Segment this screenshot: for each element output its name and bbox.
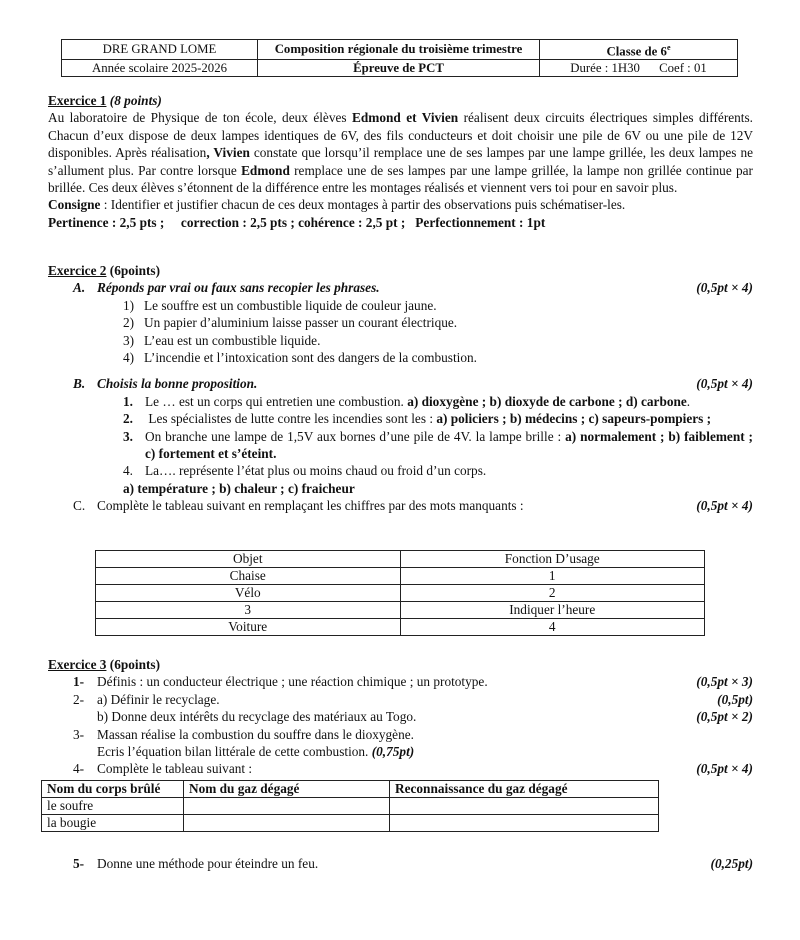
answer-cell[interactable] (184, 798, 390, 815)
exercise-3-heading: Exercice 3 (6points) (48, 657, 161, 672)
header-class: Classe de 6e (540, 40, 738, 60)
header-duration-coef: Durée : 1H30 Coef : 01 (540, 60, 738, 77)
part-c-heading: C. Complète le tableau suivant en remplaçant les chiffres par des mots manquants : (0,5pt × 4) (73, 498, 753, 514)
question-2a: 2- a) Définir le recyclage. (0,5pt) (73, 691, 753, 707)
part-b-heading: B. Choisis la bonne proposition. (0,5pt × 4) (73, 376, 753, 392)
list-item: 3) L’eau est un combustible liquide. (123, 332, 321, 348)
header-school-year: Année scolaire 2025-2026 (62, 60, 258, 77)
part-b-question-3: 3. On branche une lampe de 1,5V aux bornes d’une pile de 4V. la lampe brille : a) normalement ; b) faiblement ; c) fortement et s’éteint. (123, 428, 753, 462)
question-3: 3- Massan réalise la combustion du souffre dans le dioxygène. (73, 726, 414, 742)
part-b-question-1: 1. Le … est un corps qui entretien une combustion. a) dioxygène ; b) dioxyde de carbone ; d) carbone. (123, 393, 691, 409)
question-4: 4- Complète le tableau suivant : (0,5pt × 4) (73, 761, 753, 777)
part-a-list (48, 297, 753, 367)
table-row: Nom du corps brûlé Nom du gaz dégagé Reconnaissance du gaz dégagé (42, 781, 659, 798)
exercise-3 (48, 656, 753, 778)
table-row: Chaise 1 (96, 568, 705, 585)
table-row: Voiture 4 (96, 619, 705, 636)
exercise-1-heading: Exercice 1 (8 points) (48, 93, 162, 108)
table-row: Vélo 2 (96, 585, 705, 602)
part-a-heading: A. Réponds par vrai ou faux sans recopier les phrases. (0,5pt × 4) (73, 280, 753, 296)
header-table (61, 39, 738, 77)
answer-cell[interactable] (390, 815, 659, 832)
gas-table (41, 780, 659, 832)
header-subject: Épreuve de PCT (258, 60, 540, 77)
header-exam-title: Composition régionale du troisième trimestre (258, 40, 540, 60)
list-item: 4) L’incendie et l’intoxication sont des dangers de la combustion. (123, 350, 477, 366)
question-5: 5- Donne une méthode pour éteindre un feu. (0,25pt) (73, 856, 753, 871)
answer-cell[interactable] (184, 815, 390, 832)
table-row: 3 Indiquer l’heure (96, 602, 705, 619)
exercise-1 (48, 92, 753, 231)
question-2b: b) Donne deux intérêts du recyclage des matériaux au Togo. (0,5pt × 2) (97, 709, 753, 725)
object-function-table (95, 550, 705, 636)
exercise-1-criteria: Pertinence : 2,5 pts ; correction : 2,5 pts ; cohérence : 2,5 pt ; Perfectionnement : 1pt (48, 214, 546, 230)
exercise-2-heading: Exercice 2 (6points) (48, 263, 161, 278)
list-item: 1) Le souffre est un combustible liquide de couleur jaune. (123, 297, 437, 313)
part-b-question-4-options: a) température ; b) chaleur ; c) fraicheur (123, 480, 355, 496)
part-b-question-2: 2. Les spécialistes de lutte contre les incendies sont les : a) policiers ; b) médecins ; c) sapeurs-pompiers ; (123, 411, 712, 427)
answer-cell[interactable] (390, 798, 659, 815)
table-row: Objet Fonction D’usage (96, 551, 705, 568)
table-row: la bougie (42, 815, 659, 832)
exercise-1-statement: Au laboratoire de Physique de ton école, deux élèves Edmond et Vivien réalisent deux circuits électriques simples différents. Chacun d’eux dispose de deux lampes identiques de 6V, des fils conducteurs et doit choisir une pile de 6V ou une pile de 12V disponibles. Après réalisation, Vivien constate que lorsqu’il remplace une de ses lampes par une lampe grillée, les deux lampes ne s’allument plus. Par contre lorsque Edmond remplace une de ses lampes par une lampe grillée, la lampe non grillée continue par brillée. Ces deux élèves s’étonnent de la différence entre les montages réalisés et viennent vers toi pour en savoir plus. (48, 110, 754, 196)
exercise-1-instruction: Consigne : Identifier et justifier chacun de ces deux montages à partir des observations puis schématiser-les. (48, 197, 626, 213)
question-1: 1- Définis : un conducteur électrique ; une réaction chimique ; un prototype. (0,5pt × 3) (73, 674, 753, 690)
header-directorate: DRE GRAND LOME (62, 40, 258, 60)
table-row: le soufre (42, 798, 659, 815)
part-b-question-4: 4. La…. représente l’état plus ou moins chaud ou froid d’un corps. (123, 463, 487, 479)
question-3-line-2: Ecris l’équation bilan littérale de cette combustion. (0,75pt) (97, 744, 415, 760)
list-item: 2) Un papier d’aluminium laisse passer un courant électrique. (123, 315, 458, 331)
exercise-2 (48, 262, 753, 515)
